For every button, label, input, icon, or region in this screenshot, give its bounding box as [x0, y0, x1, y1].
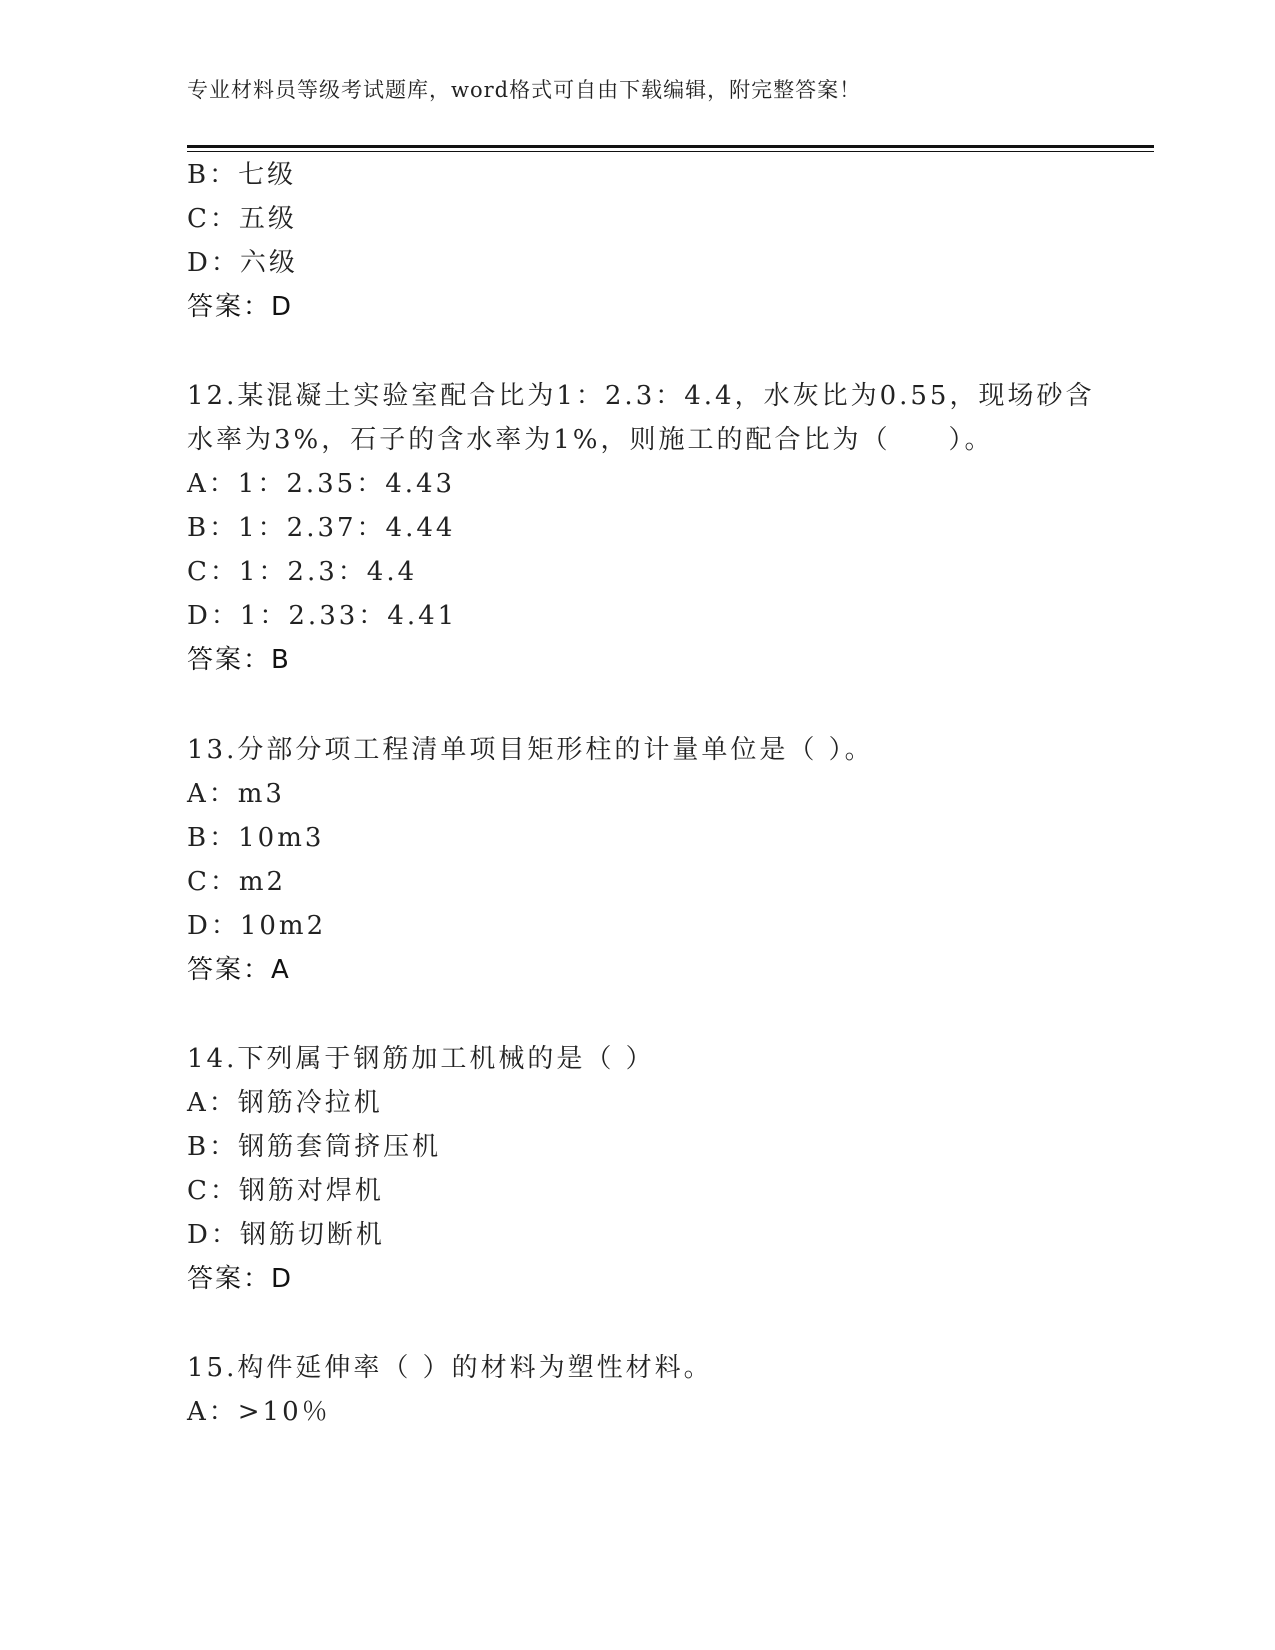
q12-answer: 答案：B: [187, 645, 291, 675]
q13-text: 13.分部分项工程清单项目矩形柱的计量单位是（ ）。: [187, 735, 874, 765]
q14-text: 14.下列属于钢筋加工机械的是（ ）: [187, 1044, 655, 1074]
q12-option-b: B：1：2.37：4.44: [187, 513, 456, 543]
q13-answer: 答案：A: [187, 955, 291, 985]
q14-option-a: A：钢筋冷拉机: [187, 1088, 383, 1118]
q12-option-d: D：1：2.33：4.41: [187, 601, 458, 631]
header-rule-thick: [187, 145, 1154, 148]
q15-option-a: A：>10％: [187, 1397, 331, 1427]
q11-answer: 答案：D: [187, 292, 294, 322]
q14-option-c: C：钢筋对焊机: [187, 1176, 384, 1206]
q13-option-a: A：m3: [187, 779, 285, 809]
q14-option-b: B：钢筋套筒挤压机: [187, 1132, 442, 1162]
header-rule-thin: [187, 151, 1154, 152]
q12-text-line1: 12.某混凝土实验室配合比为1：2.3：4.4，水灰比为0.55，现场砂含: [187, 381, 1095, 411]
q13-option-c: C：m2: [187, 867, 287, 897]
q11-option-d: D：六级: [187, 248, 298, 278]
q13-option-b: B：10m3: [187, 823, 325, 853]
page-header: 专业材料员等级考试题库，word格式可自由下载编辑，附完整答案！: [187, 78, 862, 102]
q11-option-b: B：七级: [187, 160, 297, 190]
q13-option-d: D：10m2: [187, 911, 327, 941]
q14-answer: 答案：D: [187, 1264, 294, 1294]
q12-text-line2: 水率为3%，石子的含水率为1%，则施工的配合比为（ ）。: [187, 425, 994, 455]
q12-option-a: A：1：2.35：4.43: [187, 469, 456, 499]
q14-option-d: D：钢筋切断机: [187, 1220, 385, 1250]
q12-option-c: C：1：2.3：4.4: [187, 557, 418, 587]
q15-text: 15.构件延伸率（ ）的材料为塑性材料。: [187, 1353, 713, 1383]
q11-option-c: C：五级: [187, 204, 297, 234]
